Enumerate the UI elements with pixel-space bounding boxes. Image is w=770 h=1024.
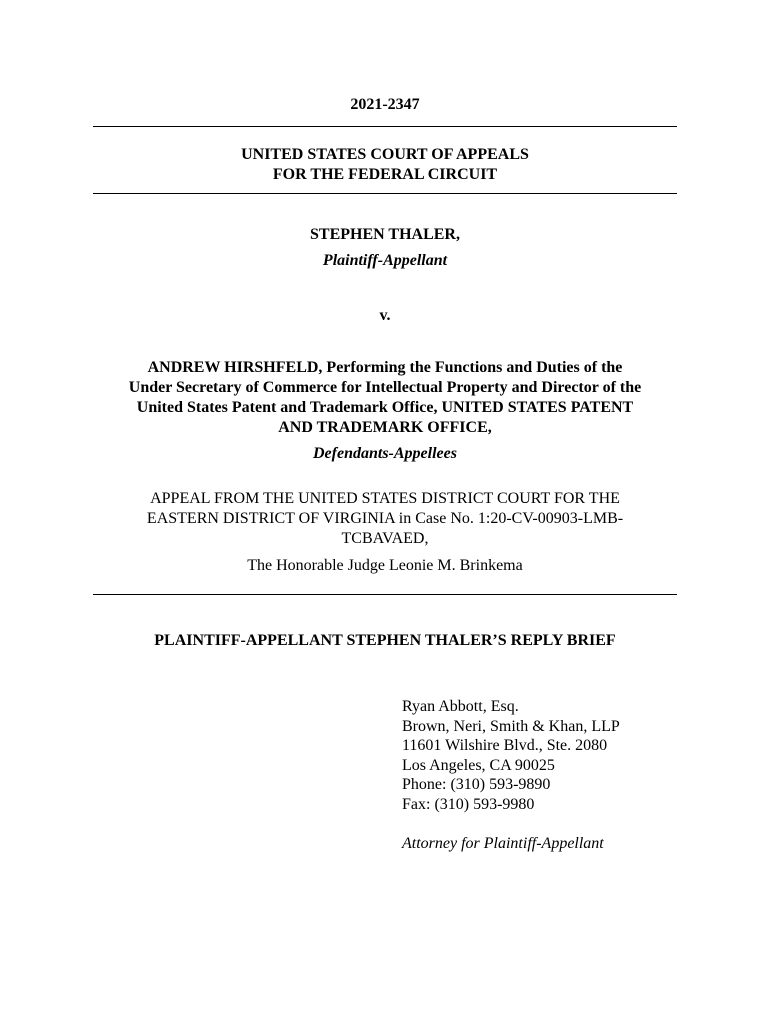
appeal-origin bbox=[93, 489, 677, 549]
brief-title: PLAINTIFF-APPELLANT STEPHEN THALER’S REPLY BRIEF bbox=[154, 632, 616, 649]
counsel-fax: Fax: (310) 593-9980 bbox=[402, 795, 535, 813]
defendants-line-3: United States Patent and Trademark Office, UNITED STATES PATENT bbox=[136, 399, 634, 416]
counsel-phone: Phone: (310) 593-9890 bbox=[402, 776, 551, 793]
versus: v. bbox=[379, 307, 391, 324]
presiding-judge: The Honorable Judge Leonie M. Brinkema bbox=[247, 557, 523, 574]
court-name bbox=[93, 145, 677, 185]
defendants-role: Defendants-Appellees bbox=[313, 445, 457, 462]
counsel-firm: Brown, Neri, Smith & Khan, LLP bbox=[402, 717, 620, 735]
court-name-line-1: UNITED STATES COURT OF APPEALS bbox=[241, 146, 529, 163]
plaintiff-role: Plaintiff-Appellant bbox=[322, 252, 448, 269]
counsel-block bbox=[402, 697, 732, 814]
court-name-line-2: FOR THE FEDERAL CIRCUIT bbox=[272, 166, 498, 183]
defendants-line-4: AND TRADEMARK OFFICE, bbox=[278, 419, 492, 436]
defendants-name bbox=[93, 358, 677, 438]
plaintiff-name: STEPHEN THALER, bbox=[310, 226, 460, 243]
docket-number: 2021-2347 bbox=[350, 96, 420, 113]
counsel-address-street: 11601 Wilshire Blvd., Ste. 2080 bbox=[402, 737, 608, 754]
divider-top bbox=[93, 126, 677, 127]
appeal-line-3: TCBAVAED, bbox=[341, 530, 429, 547]
divider-court bbox=[93, 193, 677, 194]
appeal-line-1: APPEAL FROM THE UNITED STATES DISTRICT COURT FOR THE bbox=[150, 490, 620, 507]
defendants-line-2: Under Secretary of Commerce for Intellectual Property and Director of the bbox=[128, 379, 642, 396]
counsel-role: Attorney for Plaintiff-Appellant bbox=[402, 835, 604, 852]
divider-bottom bbox=[93, 594, 677, 595]
counsel-name: Ryan Abbott, Esq. bbox=[402, 698, 519, 715]
appeal-line-2: EASTERN DISTRICT OF VIRGINIA in Case No. 1:20-CV-00903-LMB- bbox=[146, 510, 624, 527]
counsel-address-city: Los Angeles, CA 90025 bbox=[402, 756, 555, 774]
defendants-line-1: ANDREW HIRSHFELD, Performing the Functions and Duties of the bbox=[147, 359, 623, 376]
